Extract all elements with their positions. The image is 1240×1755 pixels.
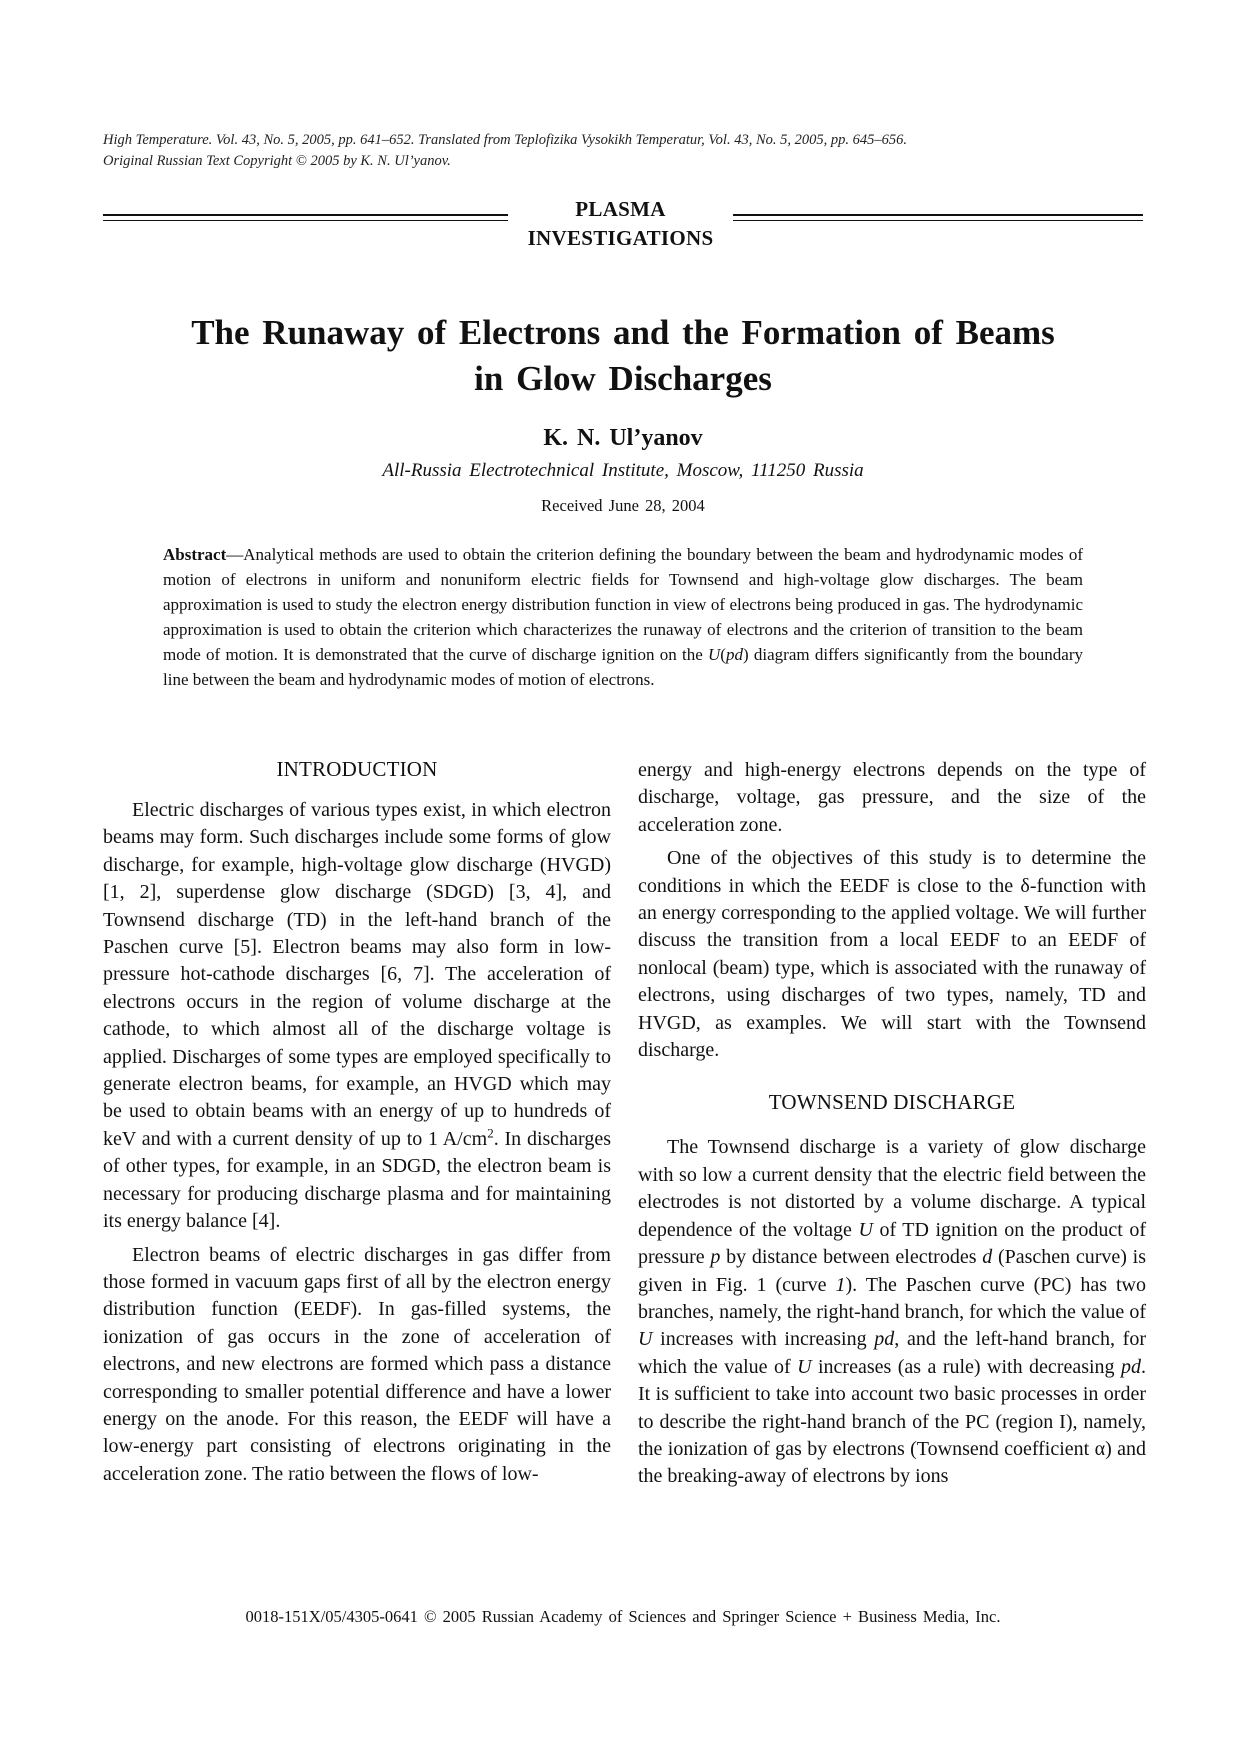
symbol-u: U [638, 1328, 653, 1351]
rubric-line-2: INVESTIGATIONS [527, 226, 714, 250]
townsend-text-6: increases with increasing [652, 1328, 875, 1351]
symbol-pd: pd [1121, 1355, 1142, 1378]
abstract-text-2: ) diagram differs significantly from the boundary line between the beam and hydrodynamic modes of motion of electrons. [163, 645, 1083, 689]
author-name: K. N. Ul’yanov [543, 425, 703, 451]
abstract-symbol-pd: pd [725, 645, 743, 664]
abstract-text-1: —Analytical methods are used to obtain the criterion defining the boundary between the beam and hydrodynamic modes of motion of electrons in uniform and nonuniform electric fields for Townsend and high-voltage glow discharges. The beam approximation is used to study the electron energy distribution function in view of electrons being produced in gas. The hydrodynamic approximation is used to obtain the criterion which characterizes the runaway of electrons and the criterion of transition to the beam mode of motion. It is demonstrated that the curve of discharge ignition on the [163, 545, 1083, 664]
introduction-heading: INTRODUCTION [276, 757, 438, 781]
townsend-text-2: of TD ignition on the product of pressure [638, 1218, 1146, 1269]
introduction-paragraph-1 [103, 797, 611, 1236]
abstract-label: Abstract [163, 545, 227, 564]
townsend-paragraph-1 [638, 1134, 1146, 1490]
citation-line-1: High Temperature. Vol. 43, No. 5, 2005, pp. 641–652. Translated from Teplofizika Vysokikh Temperatur, Vol. 43, No. 5, 2005, pp. 645–656. [103, 132, 907, 148]
intro-p1-text-b: . In discharges of other types, for example, in an SDGD, the electron beam is necessary for producing discharge plasma and for maintaining its energy balance [4]. [103, 1127, 611, 1233]
title-line-2: in Glow Discharges [474, 359, 772, 398]
abstract-symbol-u: U [708, 645, 721, 664]
intro-p1-text-a: Electric discharges of various types exist, in which electron beams may form. Such discharges include some forms of glow discharge, for example, high-voltage glow discharge (HVGD) [1, 2], superdense glow discharge (SDGD) [3, 4], and Townsend discharge (TD) in the left-hand branch of the Paschen curve [5]. Electron beams may also form in low-pressure hot-cathode discharges [6, 7]. The acceleration of electrons occurs in the region of volume discharge at the cathode, to which almost all of the discharge voltage is applied. Discharges of some types are employed specifically to generate electron beams, for example, an HVGD which may be used to obtain beams with an energy of up to hundreds of keV and with a current density of up to 1 A/cm [103, 799, 611, 1150]
townsend-text-1: The Townsend discharge is a variety of glow discharge with so low a current density that the electric field between the electrodes is not distorted by a volume discharge. A typical dependence of the voltage [638, 1136, 1146, 1241]
introduction-paragraph-2-continued: energy and high-energy electrons depends on the type of discharge, voltage, gas pressure, and the size of the acceleration zone. [638, 759, 1146, 836]
intro-p1-superscript: 2 [487, 1125, 494, 1141]
townsend-text-9: . It is sufficient to take into account two basic processes in order to describe the right-hand branch of the PC (region I), namely, the ionization of gas by electrons (Townsend coefficient α) and the breaking-away of electrons by ions [638, 1355, 1147, 1488]
abstract-paren: ( [720, 645, 726, 664]
author-affiliation: All-Russia Electrotechnical Institute, Moscow, 111250 Russia [382, 460, 864, 481]
citation-line-2: Original Russian Text Copyright © 2005 by K. N. Ul’yanov. [103, 153, 451, 169]
townsend-heading: TOWNSEND DISCHARGE [768, 1090, 1016, 1115]
rubric-label [508, 195, 733, 253]
townsend-text-3: by distance between electrodes [720, 1246, 983, 1269]
townsend-text-7: , and the left-hand branch, for which the value of [638, 1328, 1146, 1378]
received-date: Received June 28, 2004 [541, 496, 705, 515]
copyright-footer: 0018-151X/05/4305-0641 © 2005 Russian Academy of Sciences and Springer Science + Business Media, Inc. [245, 1607, 1001, 1626]
section-rubric [103, 195, 1143, 255]
introduction-paragraph-2: Electron beams of electric discharges in gas differ from those formed in vacuum gaps first of all by the electron energy distribution function (EEDF). In gas-filled systems, the ionization of gas occurs in the zone of acceleration of electrons, and new electrons are formed which pass a distance corresponding to smaller potential difference and have a lower energy on the anode. For this reason, the EEDF will have a low-energy part consisting of electrons originating in the acceleration zone. The ratio between the flows of low- [103, 1243, 611, 1485]
abstract [163, 542, 1083, 692]
rubric-rule-right [733, 214, 1143, 221]
title-line-1: The Runaway of Electrons and the Formation of Beams [191, 313, 1055, 352]
townsend-text-4: (Paschen curve) is given in Fig. 1 (curve [638, 1246, 1146, 1296]
townsend-text-8: increases (as a rule) with decreasing [811, 1355, 1122, 1378]
journal-citation [103, 130, 1143, 172]
symbol-pd: pd [874, 1328, 895, 1351]
rubric-rule-left [103, 214, 508, 221]
article-title [103, 310, 1143, 402]
symbol-u: U [797, 1355, 812, 1378]
curve-number: 1 [835, 1273, 846, 1296]
symbol-p: p [710, 1246, 721, 1269]
rubric-line-1: PLASMA [575, 197, 666, 221]
symbol-d: d [982, 1246, 993, 1269]
right-column [638, 757, 1146, 1491]
symbol-u: U [858, 1218, 873, 1241]
townsend-text-5: ). The Paschen curve (PC) has two branches, namely, the right-hand branch, for which the value of [638, 1273, 1146, 1323]
introduction-paragraph-3: One of the objectives of this study is to determine the conditions in which the EEDF is close to the δ-function with an energy corresponding to the applied voltage. We will further discuss the transition from a local EEDF to an EEDF of nonlocal (beam) type, which is associated with the runaway of electrons, using discharges of two types, namely, TD and HVGD, as examples. We will start with the Townsend discharge. [638, 847, 1146, 1062]
left-column [103, 755, 611, 1488]
